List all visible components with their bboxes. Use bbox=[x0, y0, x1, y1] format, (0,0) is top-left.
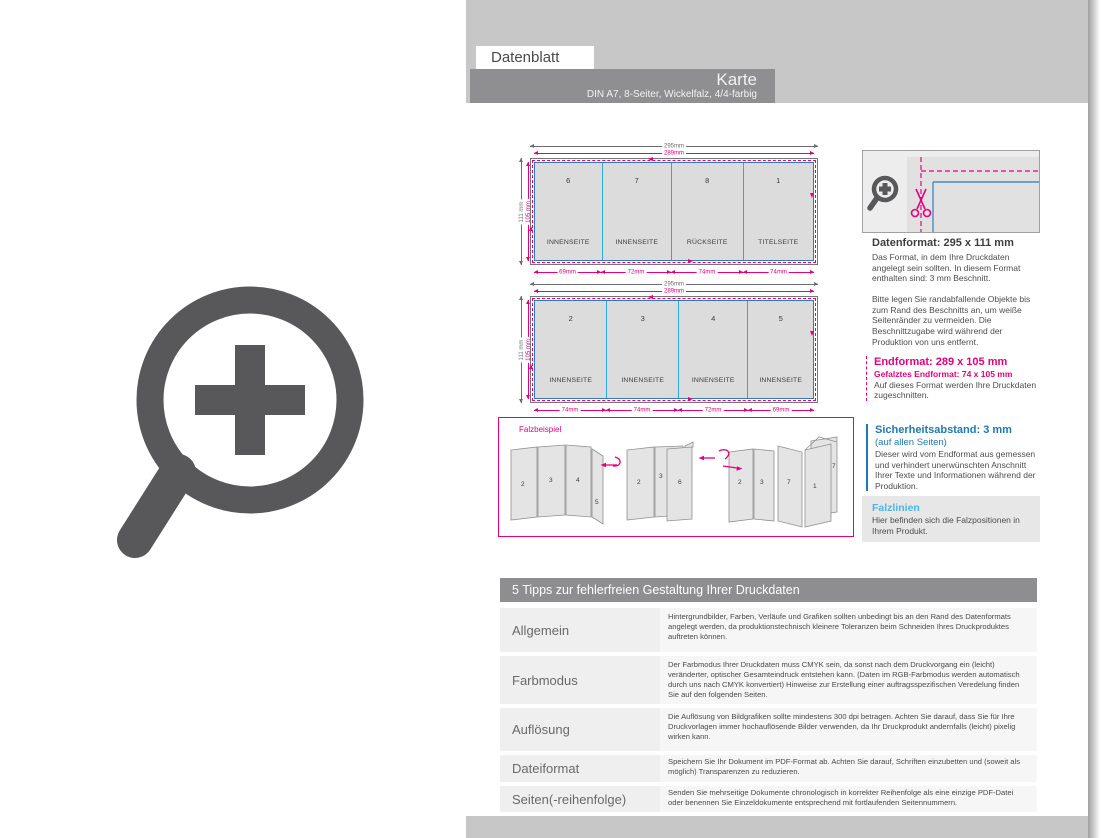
safety-body: Dieser wird vom Endformat aus gemessen und verhindert unerwünschten Anschnitt Ihrer Texte und Informationen während der Produktion. bbox=[875, 448, 1036, 491]
endformat-sub: Gefalztes Endformat: 74 x 105 mm bbox=[874, 369, 1013, 379]
dim-panel-width: 74mm bbox=[743, 272, 814, 273]
falzlinien-section bbox=[862, 496, 1040, 542]
svg-text:4: 4 bbox=[576, 477, 580, 484]
panel-6: 6 INNENSEITE bbox=[546, 176, 590, 246]
dim-panel-width: 69mm bbox=[534, 272, 601, 273]
cut-marker bbox=[648, 295, 653, 299]
tip-text-allgemein: Hintergrundbilder, Farben, Verläufe und Grafiken sollten unbedingt bis an den Rand des Datenformats angelegt werden, da produktionstechnisch kleinere Toleranzen beim Schneiden Ihres Druckproduktes auftreten können. bbox=[660, 608, 1037, 652]
bleed-note-section bbox=[872, 294, 1038, 347]
falzlinien-body: Hier befinden sich die Falzpositionen in Ihrem Produkt. bbox=[872, 515, 1020, 536]
dim-panel-width: 74mm bbox=[534, 410, 606, 411]
tip-label-aufloesung: Auflösung bbox=[500, 708, 660, 751]
tip-label-seitenreihenfolge: Seiten(-reihenfolge) bbox=[500, 786, 660, 812]
tip-label-allgemein: Allgemein bbox=[500, 608, 660, 652]
cut-marker bbox=[688, 259, 693, 263]
title-bar bbox=[470, 69, 775, 103]
safety-title: Sicherheitsabstand: 3 mm bbox=[875, 424, 1012, 436]
dim-panel-width: 72mm bbox=[678, 410, 748, 411]
cut-marker bbox=[529, 364, 533, 369]
endformat-body: Auf dieses Format werden Ihre Druckdaten zugeschnitten. bbox=[874, 379, 1037, 401]
panel-8: 8 RÜCKSEITE bbox=[671, 163, 742, 260]
datenblatt-tab bbox=[476, 46, 594, 69]
dim-inner-height-2: 105 mm bbox=[528, 300, 529, 399]
dim-panel-width: 74mm bbox=[606, 410, 678, 411]
dim-panel-width: 72mm bbox=[601, 272, 671, 273]
safety-section bbox=[866, 424, 1038, 491]
datenblatt-tab-label: Datenblatt bbox=[491, 49, 560, 66]
tips-header: 5 Tipps zur fehlerfreien Gestaltung Ihrer Druckdaten bbox=[500, 578, 1037, 602]
panel-1: 1 TITELSEITE bbox=[743, 163, 814, 260]
tip-text-aufloesung: Die Auflösung von Bildgrafiken sollte mindestens 300 dpi betragen. Achten Sie darauf, dass Sie für Ihre Druckvorlagen immer hochauflösende Bilder verwenden, da Ihr Druckprodukt andernfalls (leicht) pixelig wirken kann. bbox=[660, 708, 1037, 751]
bleed-detail-box bbox=[862, 150, 1040, 233]
svg-text:6: 6 bbox=[678, 479, 682, 486]
cut-marker bbox=[529, 226, 533, 231]
falzlinien-title: Falzlinien bbox=[872, 502, 920, 514]
svg-text:3: 3 bbox=[760, 479, 764, 486]
cut-marker bbox=[688, 397, 693, 401]
cut-marker bbox=[810, 331, 814, 336]
tip-label-farbmodus: Farbmodus bbox=[500, 656, 660, 704]
zoom-plus-icon bbox=[95, 270, 385, 570]
cut-marker bbox=[810, 193, 814, 198]
page-right-shadow bbox=[1088, 0, 1100, 838]
dim-total-width-1: 295mm bbox=[530, 146, 818, 147]
dim-inner-height-1: 105 mm bbox=[528, 162, 529, 261]
dim-panel-width: 74mm bbox=[671, 272, 743, 273]
svg-text:2: 2 bbox=[738, 479, 742, 486]
endformat-rect-2 bbox=[534, 300, 814, 399]
svg-text:2: 2 bbox=[521, 481, 525, 488]
bottom-gray-band bbox=[466, 816, 1088, 838]
svg-text:2: 2 bbox=[637, 479, 641, 486]
dim-total-height-2: 111 mm bbox=[521, 296, 522, 403]
datenformat-section bbox=[872, 237, 1038, 284]
svg-text:7: 7 bbox=[787, 479, 791, 486]
svg-text:5: 5 bbox=[595, 499, 599, 506]
fold-example-box bbox=[498, 417, 854, 537]
tip-text-farbmodus: Der Farbmodus Ihrer Druckdaten muss CMYK sein, da sonst nach dem Druckvorgang ein (leicht) veränderter, optischer Gesamteindruck entstehen kann. (Daten im RGB-Farbmodus werden automatisch durch uns nach CMYK konvertiert) Hinweise zur Erstellung einer auftragsspezifischen Veredelung finden Sie auf den folgenden Seiten. bbox=[660, 656, 1037, 704]
endformat-title: Endformat: 289 x 105 mm bbox=[874, 356, 1008, 368]
product-subtitle: DIN A7, 8-Seiter, Wickelfalz, 4/4-farbig bbox=[586, 89, 757, 100]
tip-label-dateiformat: Dateiformat bbox=[500, 755, 660, 782]
cut-marker bbox=[648, 157, 653, 161]
safety-sub: (auf allen Seiten) bbox=[875, 437, 947, 448]
bleed-note-body: Bitte legen Sie randabfallende Objekte bis zum Rand des Beschnitts an, um weiße Seitenränder zu vermeiden. Die Beschnittzugabe wird während der Produktion von uns entfernt. bbox=[872, 294, 1031, 347]
endformat-rect-1 bbox=[534, 162, 814, 261]
panel-2: 2 INNENSEITE bbox=[549, 314, 593, 384]
datenformat-body: Das Format, in dem Ihre Druckdaten angelegt sein sollten. In diesem Format enthalten sind: 3 mm Beschnitt. bbox=[872, 252, 1021, 284]
dim-total-height-1: 111 mm bbox=[521, 158, 522, 265]
svg-text:7: 7 bbox=[832, 463, 836, 470]
product-title: Karte bbox=[716, 70, 757, 89]
endformat-section bbox=[866, 356, 1038, 401]
dim-total-width-2: 295mm bbox=[530, 284, 818, 285]
tip-text-seitenreihenfolge: Senden Sie mehrseitige Dokumente chronologisch in korrekter Reihenfolge als eine einzige PDF-Datei oder benennen Sie Einzeldokumente entsprechend mit fortlaufenden Seitennummern. bbox=[660, 786, 1037, 812]
dim-panel-width: 69mm bbox=[748, 410, 814, 411]
zoom-plus-small-icon bbox=[870, 178, 896, 208]
fold-example-illustration bbox=[499, 418, 855, 536]
datenformat-title: Datenformat: 295 x 111 mm bbox=[872, 237, 1014, 249]
panel-7: 7 INNENSEITE bbox=[602, 163, 672, 260]
panel-3: 3 INNENSEITE bbox=[606, 301, 677, 398]
dim-inner-width-1: 289mm bbox=[534, 153, 814, 154]
dim-inner-width-2: 289mm bbox=[534, 291, 814, 292]
svg-text:1: 1 bbox=[813, 483, 817, 490]
panel-4: 4 INNENSEITE bbox=[678, 301, 748, 398]
panel-5: 5 INNENSEITE bbox=[747, 301, 813, 398]
fold-example-label: Falzbeispiel bbox=[519, 425, 562, 434]
bleed-detail-illustration bbox=[863, 151, 1039, 232]
svg-text:3: 3 bbox=[659, 473, 663, 480]
tip-text-dateiformat: Speichern Sie Ihr Dokument im PDF-Format ab. Achten Sie darauf, Schriften einzubetten und (soweit als möglich) Transparenzen zu reduzieren. bbox=[660, 755, 1037, 782]
svg-text:3: 3 bbox=[549, 477, 553, 484]
